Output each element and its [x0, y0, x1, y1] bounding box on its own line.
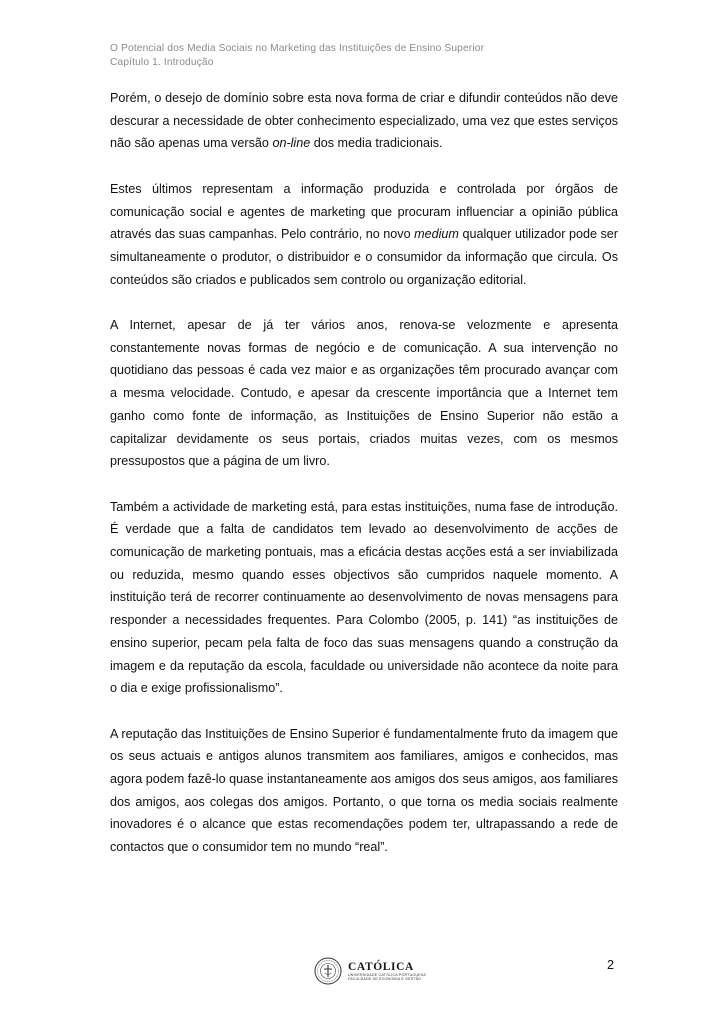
- paragraph-1: Porém, o desejo de domínio sobre esta nova forma de criar e difundir conteúdos não deve descurar a necessidade de obter conhecimento especializado, uma vez que estes serviços não são apenas uma versão on-line dos media tradicionais.: [110, 91, 618, 151]
- university-seal-icon: [314, 957, 342, 985]
- catolica-logo: [314, 956, 426, 986]
- running-header: [110, 42, 630, 70]
- body-text: [110, 87, 618, 882]
- italic-term: medium: [414, 227, 459, 242]
- page-number: 2: [607, 958, 615, 972]
- logo-wordmark: CATÓLICA: [348, 960, 414, 973]
- paragraph-2: Estes últimos representam a informação produzida e controlada por órgãos de comunicação social e agentes de marketing que procuram influenciar a opinião pública através das suas campanhas. Pelo contrário, no novo medium qualquer utilizador pode ser simultaneamente o produtor, o distribuidor e o consumidor da informação que circula. Os conteúdos são criados e publicados sem controlo ou organização editorial.: [110, 181, 618, 287]
- logo-subtitle-university: UNIVERSIDADE CATÓLICA PORTUGUESA: [348, 972, 426, 977]
- header-document-title: O Potencial dos Media Sociais no Marketing das Instituições de Ensino Superior: [110, 43, 485, 54]
- paragraph-5: A reputação das Instituições de Ensino Superior é fundamentalmente fruto da imagem que os seus actuais e antigos alunos transmitem aos familiares, amigos e conhecidos, mas agora podem fazê-lo quase instantaneamente aos amigos dos seus amigos, aos familiares dos amigos, aos colegas dos amigos. Portanto, o que torna os media sociais realmente inovadores é o alcance que estas recomendações podem ter, ultrapassando a rede de contactos que o consumidor tem no mundo “real”.: [110, 726, 618, 855]
- paragraph-3: A Internet, apesar de já ter vários anos, renova-se velozmente e apresenta constantemente novas formas de negócio e de comunicação. A sua intervenção no quotidiano das pessoas é cada vez maior e as organizações têm procurado avançar com a mesma velocidade. Contudo, e apesar da crescente importância que a Internet tem ganho como fonte de informação, as Instituições de Ensino Superior não estão a capitalizar devidamente os seus portais, criados muitas vezes, com os mesmos pressupostos que a página de um livro.: [110, 318, 618, 469]
- paragraph-4: Também a actividade de marketing está, para estas instituições, numa fase de introdução. É verdade que a falta de candidatos tem levado ao desenvolvimento de acções de comunicação de marketing pontuais, mas a eficácia destas acções está a ser inviabilizada ou reduzida, mesmo quando esses objectivos são cumpridos naquele momento. A instituição terá de recorrer continuamente ao desenvolvimento de novas mensagens para responder a necessidades frequentes. Para Colombo (2005, p. 141) “as instituições de ensino superior, pecam pela falta de foco das suas mensagens quando a construção da imagem e da reputação da escola, faculdade ou universidade não acontece da noite para o dia e exige profissionalismo”.: [110, 499, 618, 696]
- italic-term: on-line: [272, 136, 311, 151]
- logo-subtitle-faculty: FACULDADE DE ECONOMIA E GESTÃO: [348, 977, 422, 981]
- header-chapter: Capítulo 1. Introdução: [110, 57, 214, 68]
